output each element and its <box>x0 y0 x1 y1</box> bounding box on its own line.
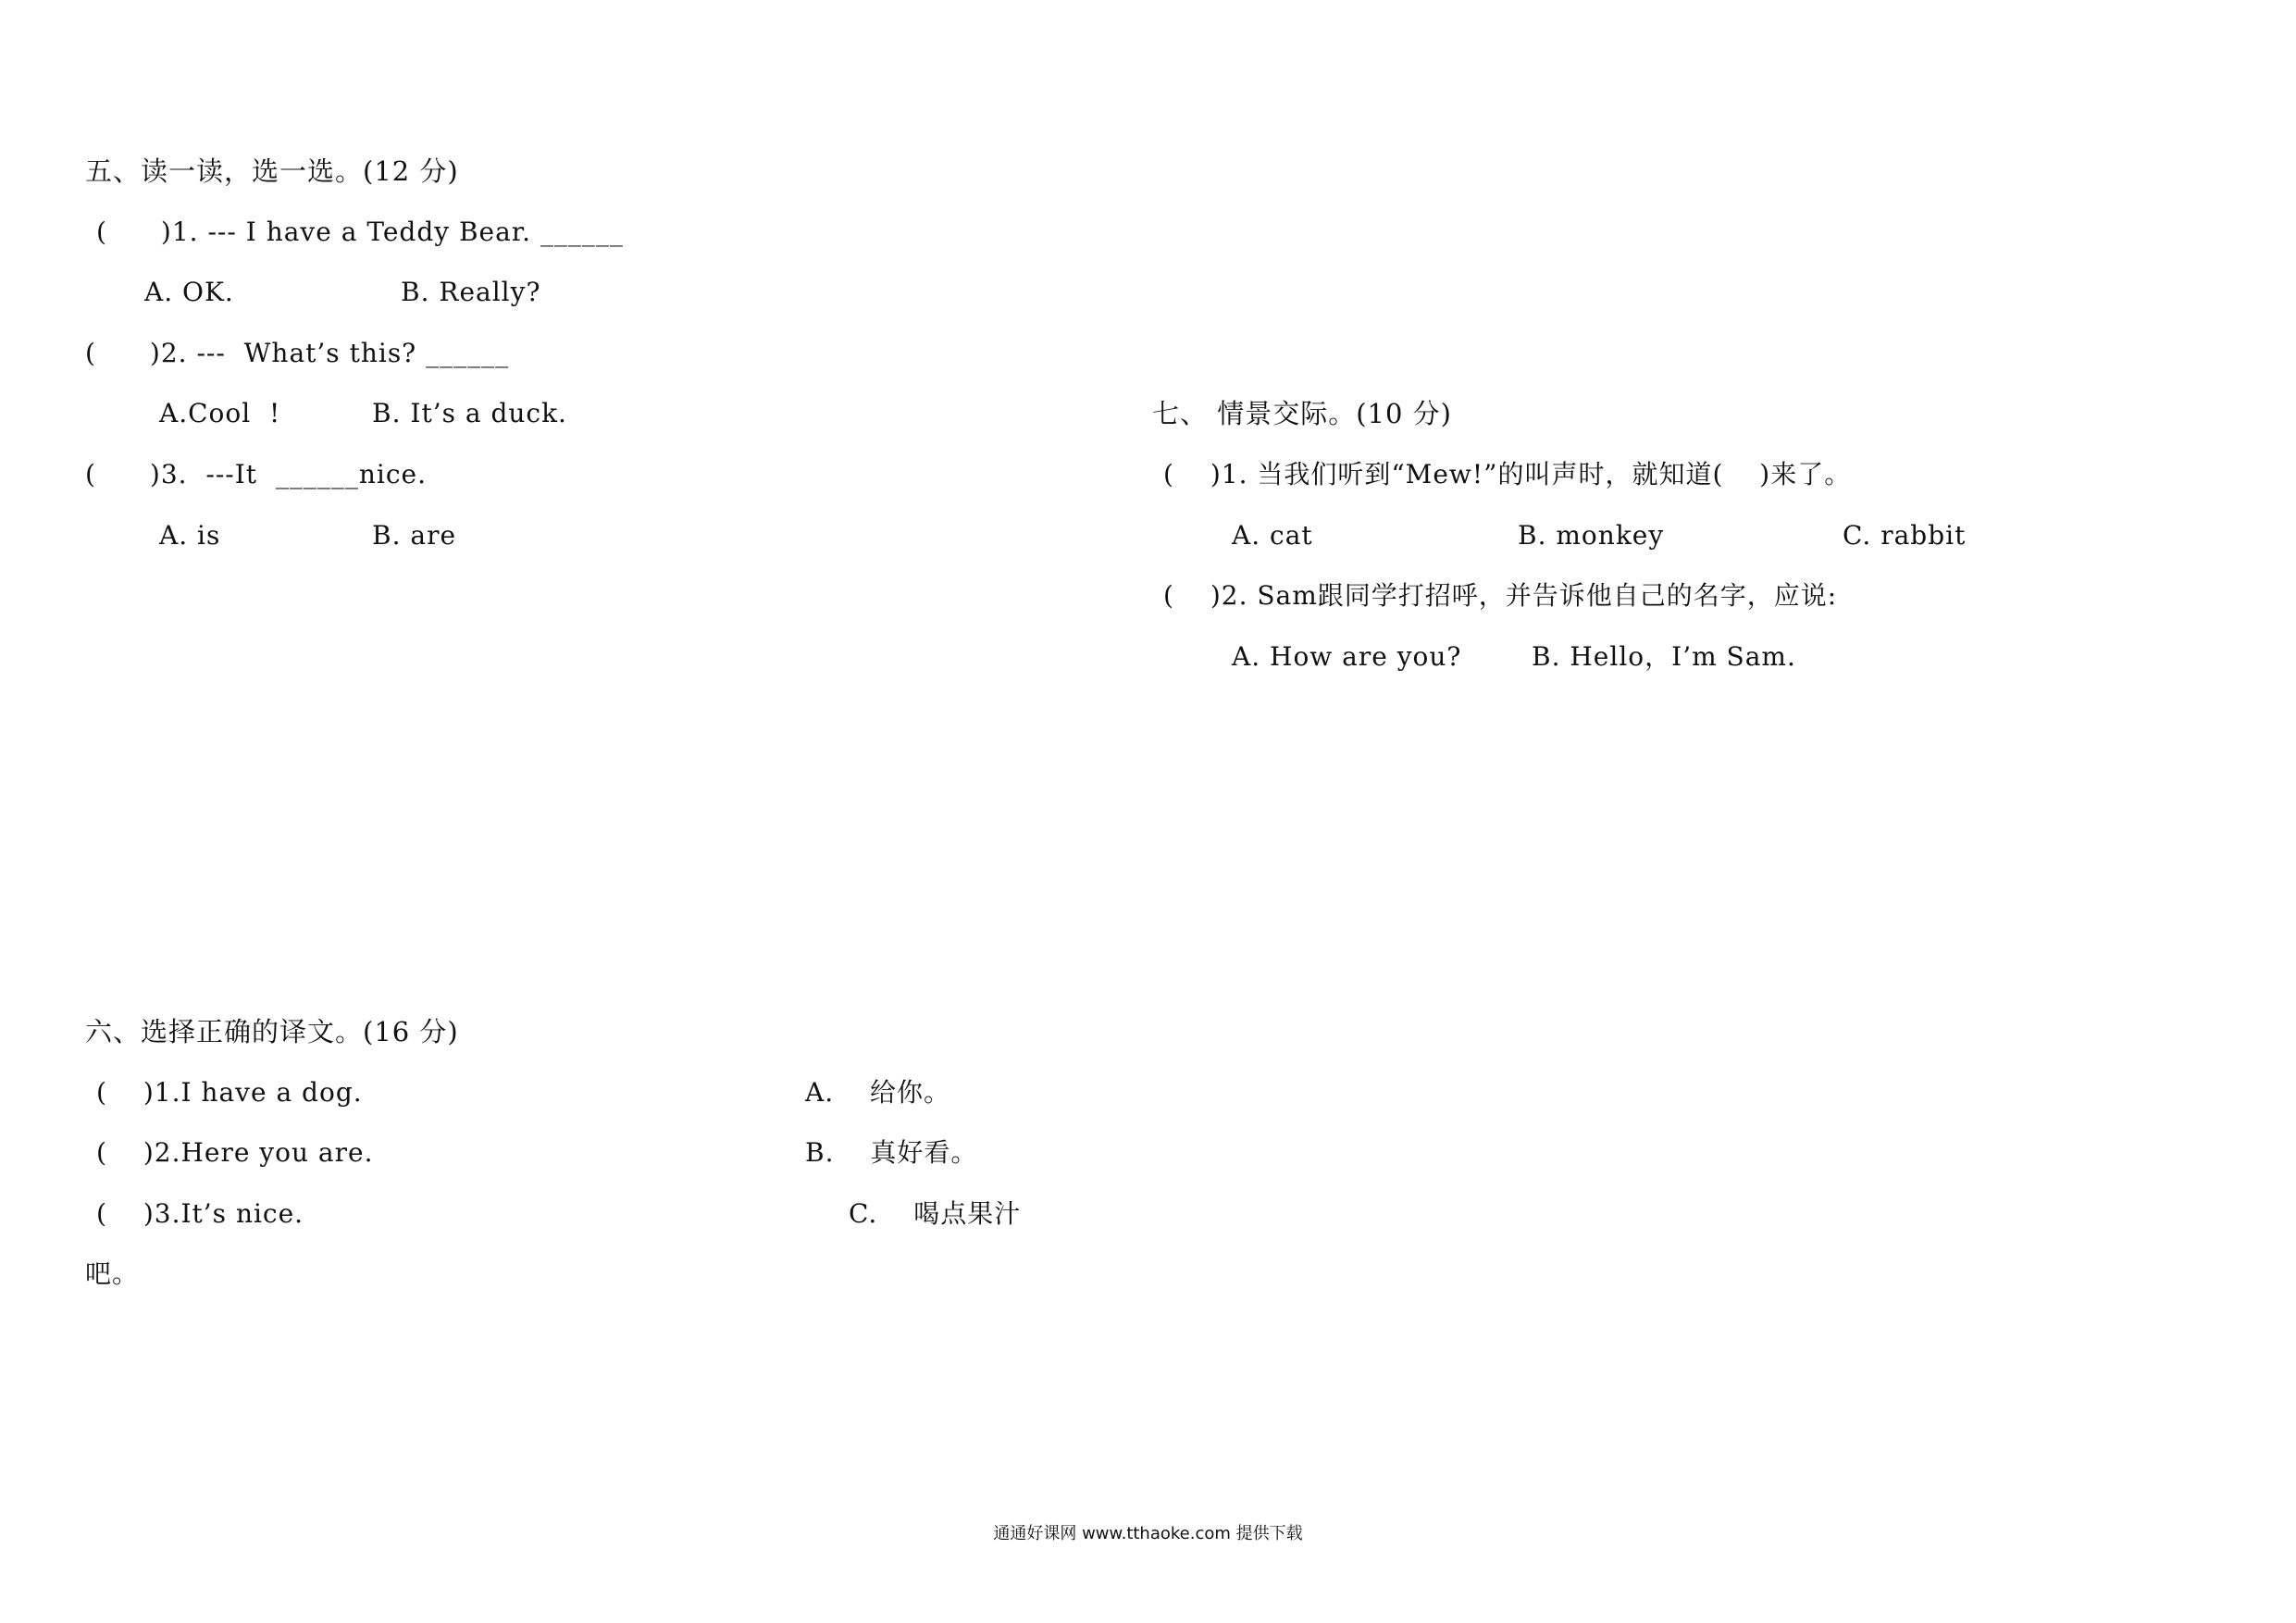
section-6-title: 六、选择正确的译文。(16 分) <box>85 1016 459 1047</box>
section-5-question-1: ( )1. --- I have a Teddy Bear. ______ <box>96 217 624 247</box>
section-7-title: 七、 情景交际。(10 分) <box>1152 398 1452 429</box>
section-6-item-1: ( )1.I have a dog. <box>96 1077 363 1108</box>
section-7-question-2: ( )2. Sam跟同学打招呼，并告诉他自己的名字，应说: <box>1163 580 1838 611</box>
section-6-option-a: A. 给你。 <box>805 1077 951 1108</box>
section-7-option-1c: C. rabbit <box>1843 520 1967 551</box>
section-5-option-3a: A. is <box>159 520 221 551</box>
footer-credit: 通通好课网 www.tthaoke.com 提供下载 <box>993 1524 1303 1543</box>
section-7-option-1a: A. cat <box>1232 520 1313 551</box>
section-5-title: 五、读一读，选一选。(12 分) <box>85 155 459 187</box>
section-5-option-2b: B. It’s a duck. <box>372 398 567 428</box>
section-5-option-2a: A.Cool ! <box>159 398 281 428</box>
section-7-option-2b: B. Hello，I’m Sam. <box>1532 641 1796 672</box>
section-5-option-3b: B. are <box>372 520 457 551</box>
section-6-item-3: ( )3.It’s nice. <box>96 1198 304 1229</box>
section-6-option-c: C. 喝点果汁 <box>849 1198 1022 1229</box>
section-5-option-1a: A. OK. <box>144 277 234 307</box>
section-5-option-1b: B. Really? <box>401 277 541 307</box>
section-6-item-2: ( )2.Here you are. <box>96 1137 374 1168</box>
section-7-option-2a: A. How are you? <box>1232 641 1462 672</box>
section-5-question-2: ( )2. --- What’s this? ______ <box>85 338 510 368</box>
section-7-question-1: ( )1. 当我们听到“Mew!”的叫声时，就知道( )来了。 <box>1163 459 1852 489</box>
section-7-option-1b: B. monkey <box>1518 520 1665 551</box>
section-6-option-b: B. 真好看。 <box>805 1137 978 1168</box>
section-5-question-3: ( )3. ---It ______nice. <box>85 459 428 489</box>
section-6-option-c-wrap: 吧。 <box>85 1258 140 1289</box>
